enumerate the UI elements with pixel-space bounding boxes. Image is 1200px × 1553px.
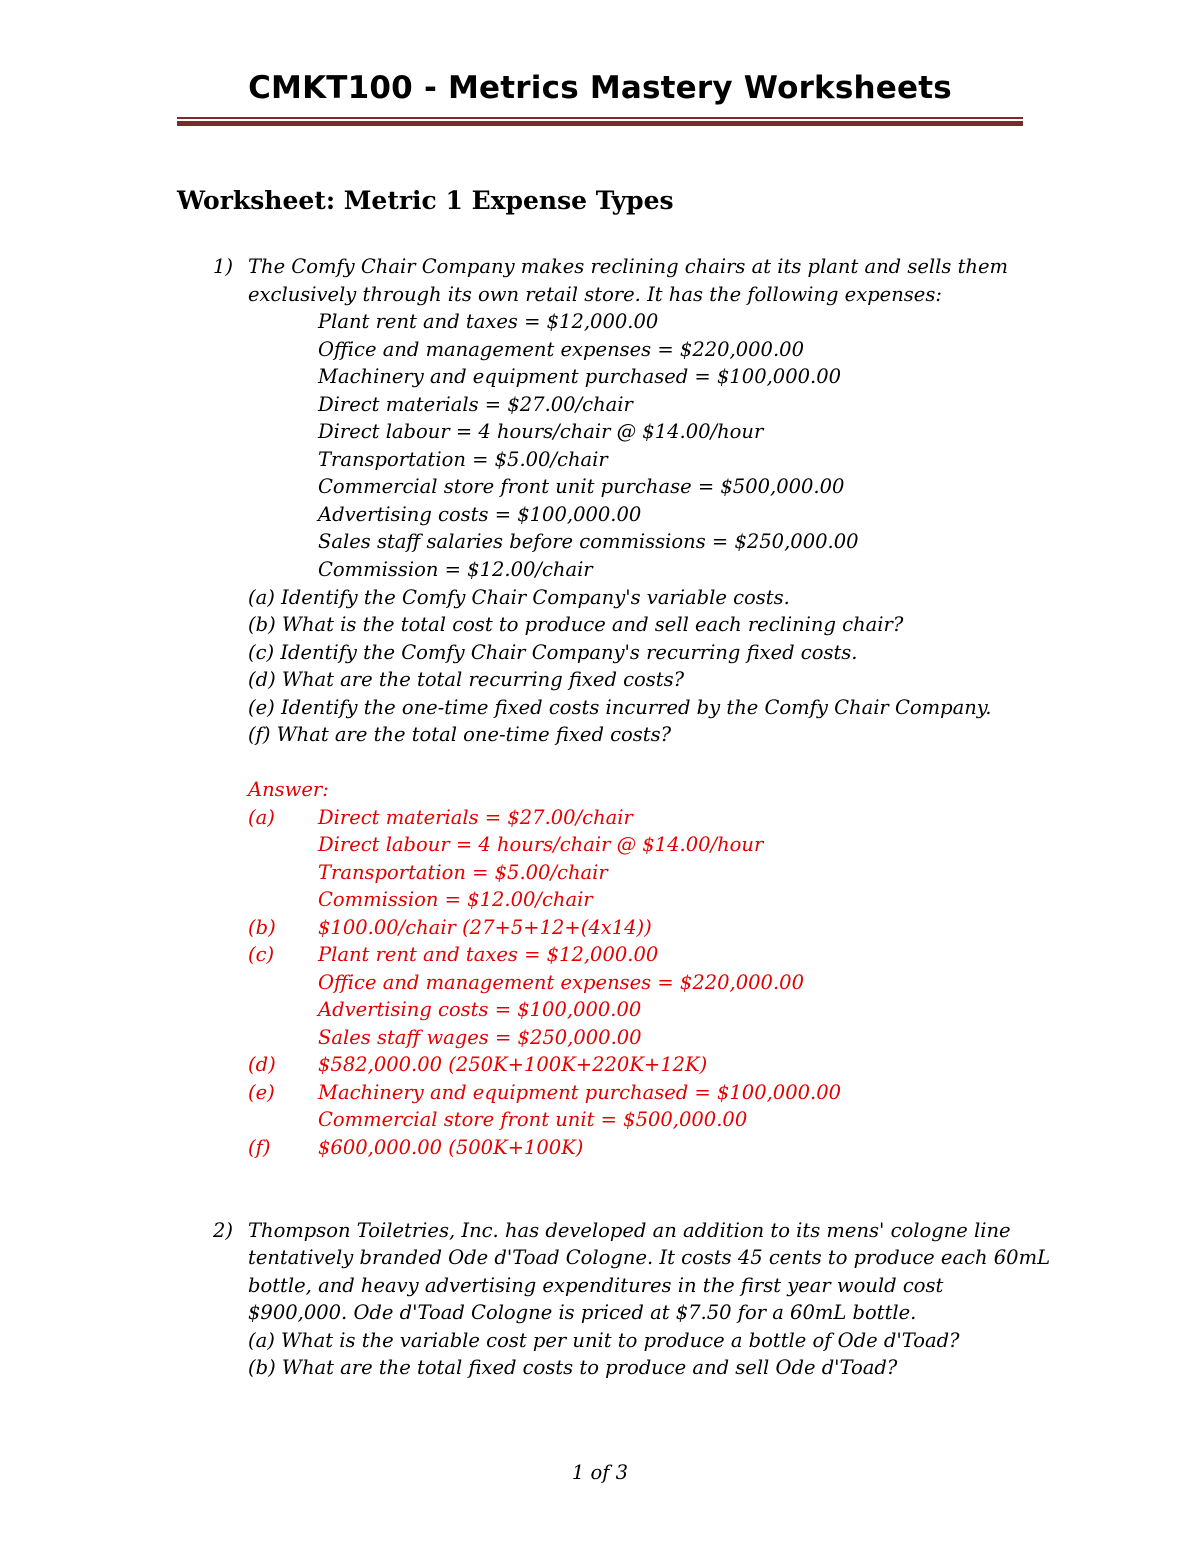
q1-answer-key: (c): [248, 943, 275, 966]
q1-expense-item: Sales staff salaries before commissions = $250,000.00: [318, 530, 859, 553]
q1-subquestion: (f) What are the total one-time fixed costs?: [248, 723, 672, 746]
header-rule-thin: [177, 117, 1023, 119]
q1-expense-item: Transportation = $5.00/chair: [318, 448, 608, 471]
q2-text-line: tentatively branded Ode d'Toad Cologne. It costs 45 cents to produce each 60mL: [248, 1246, 1051, 1269]
q1-expense-item: Advertising costs = $100,000.00: [318, 503, 642, 526]
q1-expense-item: Machinery and equipment purchased = $100,000.00: [318, 365, 842, 388]
q1-expense-item: Direct labour = 4 hours/chair @ $14.00/hour: [318, 420, 764, 443]
q1-answer-key: (f): [248, 1136, 271, 1159]
header-rule-thick: [177, 121, 1023, 126]
q1-subquestion: (c) Identify the Comfy Chair Company's recurring fixed costs.: [248, 641, 858, 664]
q1-expense-item: Commission = $12.00/chair: [318, 558, 593, 581]
q1-number: 1): [213, 255, 234, 278]
q1-answer-value: Direct labour = 4 hours/chair @ $14.00/hour: [318, 833, 764, 856]
q1-answer-value: $582,000.00 (250K+100K+220K+12K): [318, 1053, 708, 1076]
q1-answer-value: Transportation = $5.00/chair: [318, 861, 608, 884]
q1-subquestion: (b) What is the total cost to produce and sell each reclining chair?: [248, 613, 904, 636]
q2-text-line: $900,000. Ode d'Toad Cologne is priced at $7.50 for a 60mL bottle.: [248, 1301, 917, 1324]
worksheet-title: Worksheet: Metric 1 Expense Types: [177, 186, 674, 215]
q1-answer-value: Sales staff wages = $250,000.00: [318, 1026, 642, 1049]
q1-subquestion: (a) Identify the Comfy Chair Company's variable costs.: [248, 586, 790, 609]
q2-text-line: bottle, and heavy advertising expenditures in the first year would cost: [248, 1274, 944, 1297]
q1-answer-key: (e): [248, 1081, 275, 1104]
q1-answer-key: (b): [248, 916, 276, 939]
q1-answer-value: Office and management expenses = $220,000.00: [318, 971, 804, 994]
q1-text-line: The Comfy Chair Company makes reclining chairs at its plant and sells them: [248, 255, 1009, 278]
q1-answer-value: Advertising costs = $100,000.00: [318, 998, 642, 1021]
q1-answer-key: (d): [248, 1053, 276, 1076]
q1-text-line: exclusively through its own retail store. It has the following expenses:: [248, 283, 942, 306]
q1-answer-key: (a): [248, 806, 275, 829]
q2-subquestion: (b) What are the total fixed costs to produce and sell Ode d'Toad?: [248, 1356, 898, 1379]
q1-expense-item: Commercial store front unit purchase = $500,000.00: [318, 475, 845, 498]
q1-subquestion: (d) What are the total recurring fixed costs?: [248, 668, 685, 691]
q1-answer-value: Commission = $12.00/chair: [318, 888, 593, 911]
page-number: 1 of 3: [571, 1461, 629, 1484]
q1-answer-value: Direct materials = $27.00/chair: [318, 806, 633, 829]
q1-subquestion: (e) Identify the one-time fixed costs incurred by the Comfy Chair Company.: [248, 696, 992, 719]
q1-answer-value: Plant rent and taxes = $12,000.00: [318, 943, 659, 966]
q1-answer-value: $100.00/chair (27+5+12+(4x14)): [318, 916, 652, 939]
q1-answer-label: Answer:: [248, 778, 329, 801]
q1-expense-item: Direct materials = $27.00/chair: [318, 393, 633, 416]
page-header-title: CMKT100 - Metrics Mastery Worksheets: [248, 70, 952, 106]
q2-number: 2): [213, 1219, 234, 1242]
q1-expense-item: Plant rent and taxes = $12,000.00: [318, 310, 659, 333]
q1-expense-item: Office and management expenses = $220,000.00: [318, 338, 804, 361]
q1-answer-value: Commercial store front unit = $500,000.00: [318, 1108, 748, 1131]
q2-text-line: Thompson Toiletries, Inc. has developed an addition to its mens' cologne line: [248, 1219, 1011, 1242]
q2-subquestion: (a) What is the variable cost per unit to produce a bottle of Ode d'Toad?: [248, 1329, 960, 1352]
q1-answer-value: Machinery and equipment purchased = $100,000.00: [318, 1081, 842, 1104]
q1-answer-value: $600,000.00 (500K+100K): [318, 1136, 584, 1159]
